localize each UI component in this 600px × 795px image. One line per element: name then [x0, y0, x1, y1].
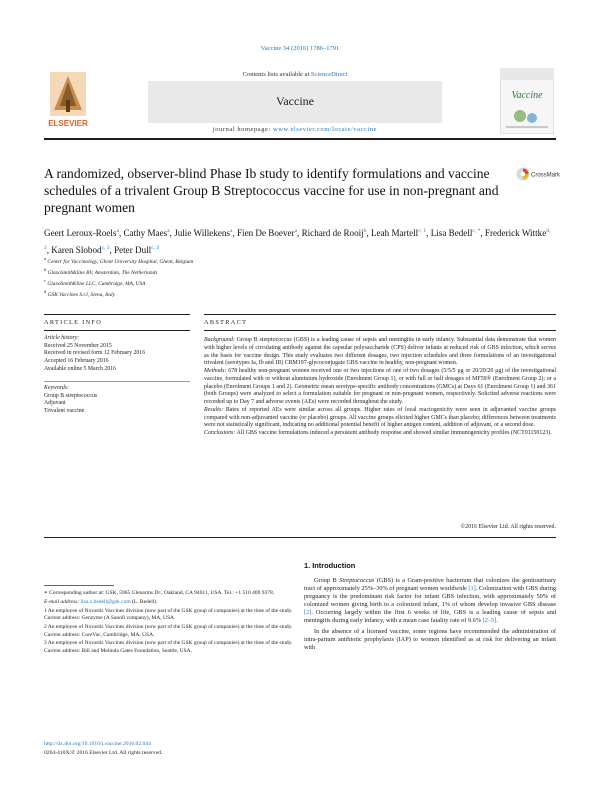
affiliation-item: [44, 255, 444, 266]
results-text: Rates of reported AEs were similar across all groups. Higher rates of local reactogenicity were seen in adjuvanted vaccine groups compared with non-adjuvanted vaccine (or placebo) groups. All vaccine groups elicited higher GMCs than placebo; differences between treatments were not statistically significant, indicating no additional potential benefit of higher antigen content, addition of adjuvant, or a second dose.: [204, 406, 556, 429]
homepage-label: journal homepage:: [212, 126, 271, 133]
homepage-link[interactable]: www.elsevier.com/locate/vaccine: [273, 126, 378, 133]
journal-reference[interactable]: Vaccine 34 (2016) 1786–1791: [260, 45, 340, 52]
abstract-copyright: ©2016 Elsevier Ltd. All rights reserved.: [460, 524, 556, 530]
email-suffix: (L. Bedell).: [131, 598, 158, 605]
history-item: Received in revised form 12 February 2016: [44, 350, 146, 357]
author-affiliation-marker[interactable]: a: [167, 228, 170, 234]
affiliation-marker: c: [44, 278, 46, 283]
author-name[interactable]: Fien De Boever: [236, 228, 295, 239]
keyword-item: Adjuvant: [44, 400, 66, 407]
conclusions-label: Conclusions:: [204, 430, 236, 436]
footnotes: [44, 590, 296, 657]
footnote: 3 An employee of Novartis Vaccines division (now part of the GSK group of companies) at the time of the study. Current address: Bill and Melinda Gates Foundation, Seattle, USA.: [44, 640, 293, 654]
keywords-label: Keywords:: [44, 385, 69, 391]
footnote: 1 An employee of Novartis Vaccines division (now part of the GSK group of companies) at the time of the study. Current address: Genzyme (A Sanofi company), MA, USA.: [44, 607, 293, 622]
history-label: Article history:: [44, 335, 80, 341]
affiliation-text: Center for Vaccinology, Ghent University Hospital, Ghent, Belgium: [47, 258, 194, 265]
abstract-background: [204, 337, 556, 368]
affiliation-item: [44, 277, 444, 288]
article-title: A randomized, observer-blind Phase Ib study to identify formulations and vaccine schedules of a trivalent Group B Streptococcus vaccine for use in non-pregnant and pregnant women: [44, 166, 499, 215]
affiliation-text: GlaxoSmithKline BV, Amsterdam, The Netherlands: [47, 269, 158, 276]
abstract-body: [204, 337, 556, 438]
introduction-body: [304, 577, 556, 654]
elsevier-logo: [44, 70, 92, 134]
contents-availability: [150, 71, 440, 78]
author-list: Geert Leroux-Roels$^a$, Cathy Maes$^a$, Julie Willekens$^a$, Fien De Boever$^a$, Richard de Rooij$^b$, Leah Martell$^{c, 1}$, Lisa Bedell$^{c, *}$, Frederick Wittke$^{d, 2}$, Karen Slobod$^{c, 3}$, Peter Dull$^{c, 4}$: [44, 228, 551, 255]
article-info-rule-top: [44, 314, 190, 315]
keywords: [44, 385, 194, 416]
intro-paragraph: Group B Streptococcus (GBS) is a Gram-positive bacterium that colonizes the genitourinary tract of approximately 25%–30% of pregnant women worldwide [1]. Colonization with GBS during pregnancy is the predominant risk factor for infant GBS infection, with approximately 50% of colonized women giving birth to a colonized infant, 1% of whom develop invasive GBS disease [2]. Occurring largely within the first 6 weeks of life, GBS is a leading cause of sepsis and meningitis during early infancy, with a mean case fatality rate of 9.6% [2–5].: [304, 577, 557, 625]
author-affiliation-marker[interactable]: b: [363, 228, 367, 234]
author-name[interactable]: Lisa Bedell: [430, 228, 473, 239]
affiliation-item: [44, 266, 444, 277]
issn-line: 0264-410X/© 2016 Elsevier Ltd. All rights reserved.: [44, 750, 163, 756]
results-label: Results:: [204, 406, 224, 413]
citation-link[interactable]: [1]: [468, 585, 476, 593]
abstract-heading: ABSTRACT: [204, 319, 248, 326]
author-name[interactable]: Richard de Rooij: [301, 228, 364, 239]
article-info-heading: ARTICLE INFO: [44, 319, 103, 326]
affiliations: [44, 255, 444, 299]
author-name[interactable]: Frederick Wittke: [484, 228, 547, 239]
abstract-rule-bottom: [44, 537, 556, 538]
author-affiliation-marker[interactable]: c, 1: [418, 228, 427, 234]
keyword-item: Trivalent vaccine: [44, 408, 85, 415]
journal-cover-image: [500, 68, 554, 134]
contents-prefix: Contents lists available at: [242, 71, 310, 78]
keyword-item: Group B streptococcus: [44, 392, 98, 399]
author-affiliation-marker[interactable]: c, *: [472, 228, 481, 234]
author-affiliation-marker[interactable]: a: [294, 228, 298, 234]
conclusions-text: All GBS vaccine formulations induced a persistent antibody response and showed similar immunogenicity profiles (NCT01150123).: [236, 430, 552, 436]
email-label: E-mail address:: [44, 598, 80, 605]
sciencedirect-link[interactable]: ScienceDirect: [310, 71, 348, 78]
affiliation-item: [44, 288, 444, 299]
crossmark-label: CrossMark: [531, 172, 560, 179]
affiliation-text: GSK Vaccines S.r.l, Siena, Italy: [47, 291, 115, 298]
article-history: [44, 335, 194, 374]
abstract-results: [204, 407, 556, 430]
author-affiliation-marker[interactable]: a: [116, 228, 119, 234]
doi-link[interactable]: http://dx.doi.org/10.1016/j.vaccine.2016.02.044: [44, 741, 151, 747]
affiliation-marker: d: [44, 289, 47, 294]
author-name[interactable]: Julie Willekens: [174, 228, 230, 239]
journal-homepage: [150, 126, 440, 133]
introduction-heading: 1. Introduction: [304, 561, 356, 570]
author-affiliation-marker[interactable]: d, 2: [44, 228, 551, 251]
affiliation-text: GlaxoSmithKline LLC, Cambridge, MA, USA: [47, 280, 146, 287]
author-affiliation-marker[interactable]: c, 3: [101, 244, 110, 251]
author-affiliation-marker[interactable]: c, 4: [151, 244, 160, 251]
author-affiliation-marker[interactable]: a: [229, 228, 233, 234]
cover-title: Vaccine: [511, 90, 543, 101]
author-name[interactable]: Cathy Maes: [123, 228, 168, 239]
author-name[interactable]: Karen Slobod: [51, 244, 102, 255]
footnote-rule: [44, 585, 114, 586]
intro-paragraph: In the absence of a licensed vaccine, some regions have recommended the administration of intra-partum antibiotic prophylaxis (IAP) to women identified as at risk for delivering an infant with: [304, 627, 556, 651]
abstract-rule: [204, 330, 556, 331]
crossmark-icon: [516, 166, 560, 182]
affiliation-marker: a: [44, 256, 46, 261]
citation-link[interactable]: [2–5]: [482, 617, 497, 625]
background-text: Group B streptococcus (GBS) is a leading cause of sepsis and meningitis in early infancy. Substantial data demonstrate that women with higher levels of circulating antibody against the capsular polysaccharide (CPS) deliver infants at reduced risk of GBS infection, which serves as the basis for vaccine design. This study evaluates two different dosages, two injection schedules and three formulations of an investigational trivalent (serotypes Ia, Ib and III) CRM197-glycoconjugate GBS vaccine in healthy, non-pregnant women.: [204, 337, 556, 367]
abstract-conclusions: [204, 430, 556, 438]
abstract-rule-top: [204, 314, 556, 315]
affiliation-marker: b: [44, 267, 47, 272]
corresponding-author-note: ∗ Corresponding author at: GSK, 5965 Glenarms Dr., Oakland, CA 94611, USA. Tel.: +1 510 409 9378.: [44, 590, 275, 596]
background-label: Background:: [204, 337, 235, 343]
article-info-rule: [44, 330, 190, 331]
methods-label: Methods:: [204, 368, 227, 374]
email-note: [44, 599, 296, 606]
crossmark-badge[interactable]: [516, 166, 560, 182]
footnote: 2 An employee of Novartis Vaccines division (now part of the GSK group of companies) at the time of the study. Current address: CureVac, Cambridge, MA, USA.: [44, 624, 293, 638]
history-item: Received 25 November 2015: [44, 342, 112, 349]
methods-text: 678 healthy non-pregnant women received one or two injections of one of two dosages (5/5/5 μg or 20/20/20 μg) of the investigational vaccine, formulated with or without aluminium hydroxide (Enrolment Group 1), or with full or half dosages of MF59® (Enrolment Group 2); or a placebo (Enrolment Groups 1 and 2). Geometric mean serotype-specific antibody concentrations (GMCs) at Days 61 (Enrolment Group 1) and 361 (both Groups) were analyzed to select a formulation suitable for pregnant or non-pregnant women, respectively. Solicited adverse reactions were recorded up to Day 7 and adverse events (AEs) were recorded throughout the study.: [204, 368, 557, 405]
keywords-divider: [44, 381, 190, 382]
header-rule: [44, 138, 556, 140]
citation-link[interactable]: [2]: [304, 609, 312, 617]
author-name[interactable]: Peter Dull: [114, 244, 152, 255]
journal-title: Vaccine: [276, 94, 314, 108]
author-name[interactable]: Leah Martell: [371, 228, 419, 239]
history-item: Accepted 16 February 2016: [44, 358, 109, 365]
author-name[interactable]: Geert Leroux-Roels: [44, 228, 117, 239]
history-item: Available online 5 March 2016: [44, 365, 117, 372]
email-link[interactable]: lisa.x.bedell@gsk.com: [80, 598, 131, 605]
abstract-methods: [204, 368, 556, 407]
elsevier-wordmark: ELSEVIER: [48, 119, 88, 128]
